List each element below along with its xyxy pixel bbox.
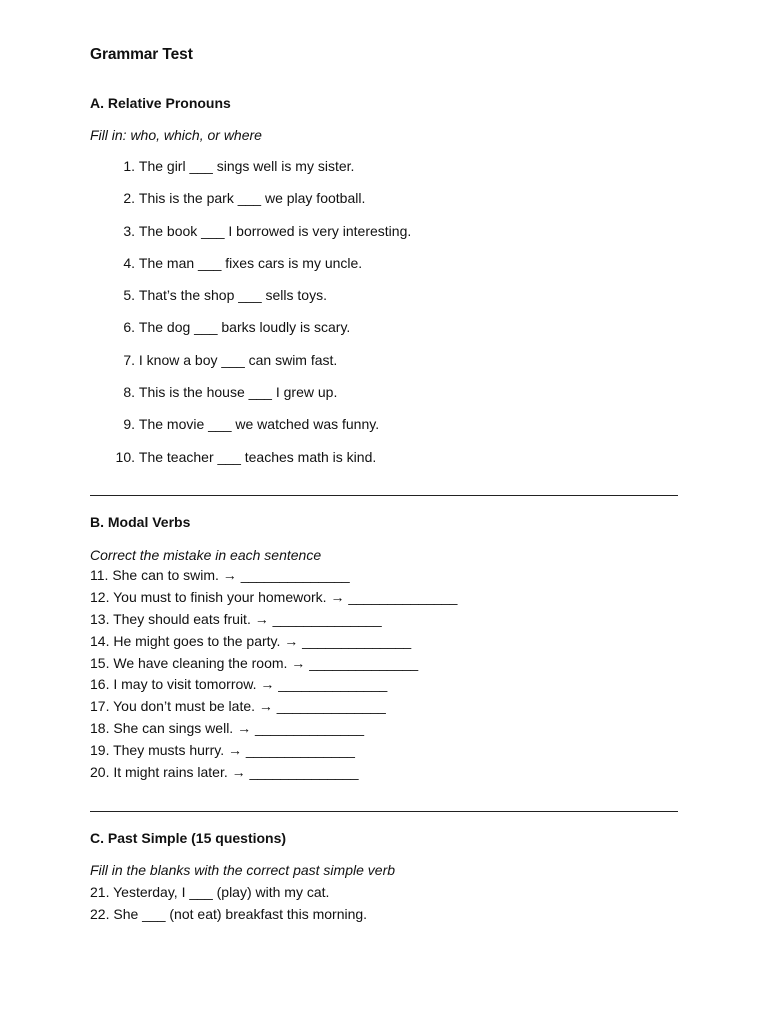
list-item: 21. Yesterday, I ___ (play) with my cat. [90,884,330,900]
question-number: 5. [123,287,135,304]
document-title: Grammar Test [90,46,193,63]
list-item [90,381,411,413]
list-item [90,155,411,187]
list-item: 18. She can sings well. → ______________ [90,720,364,737]
question-text: That’s the shop ___ sells toys. [138,287,327,304]
section-divider [90,495,678,496]
question-number: 10. [115,448,135,465]
list-item: 16. I may to visit tomorrow. → ______________ [90,676,388,693]
section-b-heading: B. Modal Verbs [90,514,191,530]
question-text: The man ___ fixes cars is my uncle. [138,254,363,271]
question-text: The teacher ___ teaches math is kind. [138,448,377,465]
section-b-instruction: Correct the mistake in each sentence [90,547,322,563]
list-item: 19. They musts hurry. → ______________ [90,742,355,759]
list-item: 14. He might goes to the party. → ______________ [90,632,412,649]
list-item [90,413,411,445]
question-number: 7. [123,351,135,368]
list-item [90,220,411,252]
list-item: 17. You don’t must be late. → ______________ [90,698,386,715]
section-c-instruction: Fill in the blanks with the correct past simple verb [90,862,396,878]
list-item: 11. She can to swim. → ______________ [90,567,350,583]
question-text: This is the park ___ we play football. [138,190,366,207]
list-item: 20. It might rains later. → ______________ [90,764,359,781]
list-item [90,446,411,478]
section-a-question-list [90,155,411,478]
list-item [90,284,411,316]
list-item [90,252,411,284]
question-number: 8. [123,384,135,401]
question-text: The dog ___ barks loudly is scary. [138,319,351,336]
list-item [90,316,411,348]
question-number: 3. [123,222,135,239]
section-a-heading: A. Relative Pronouns [90,95,231,111]
question-text: I know a boy ___ can swim fast. [138,351,338,368]
question-text: The girl ___ sings well is my sister. [138,158,355,174]
list-item [90,349,411,381]
section-c-question-list [90,882,367,926]
question-text: The movie ___ we watched was funny. [138,416,380,433]
question-number: 4. [123,254,135,271]
list-item: 22. She ___ (not eat) breakfast this morning. [90,905,368,922]
question-number: 9. [123,416,135,433]
question-text: This is the house ___ I grew up. [138,384,338,401]
section-divider [90,811,678,812]
section-a-instruction: Fill in: who, which, or where [90,127,262,143]
question-text: The book ___ I borrowed is very interesting. [138,222,412,239]
question-number: 1. [123,158,135,174]
question-number: 6. [123,319,135,336]
list-item: 15. We have cleaning the room. → ______________ [90,654,419,671]
section-b-question-list [90,565,457,784]
list-item: 13. They should eats fruit. → ______________ [90,610,382,627]
list-item: 12. You must to finish your homework. → ______________ [90,588,458,605]
list-item [90,187,411,219]
section-c-heading: C. Past Simple (15 questions) [90,830,287,846]
question-number: 2. [123,190,135,207]
